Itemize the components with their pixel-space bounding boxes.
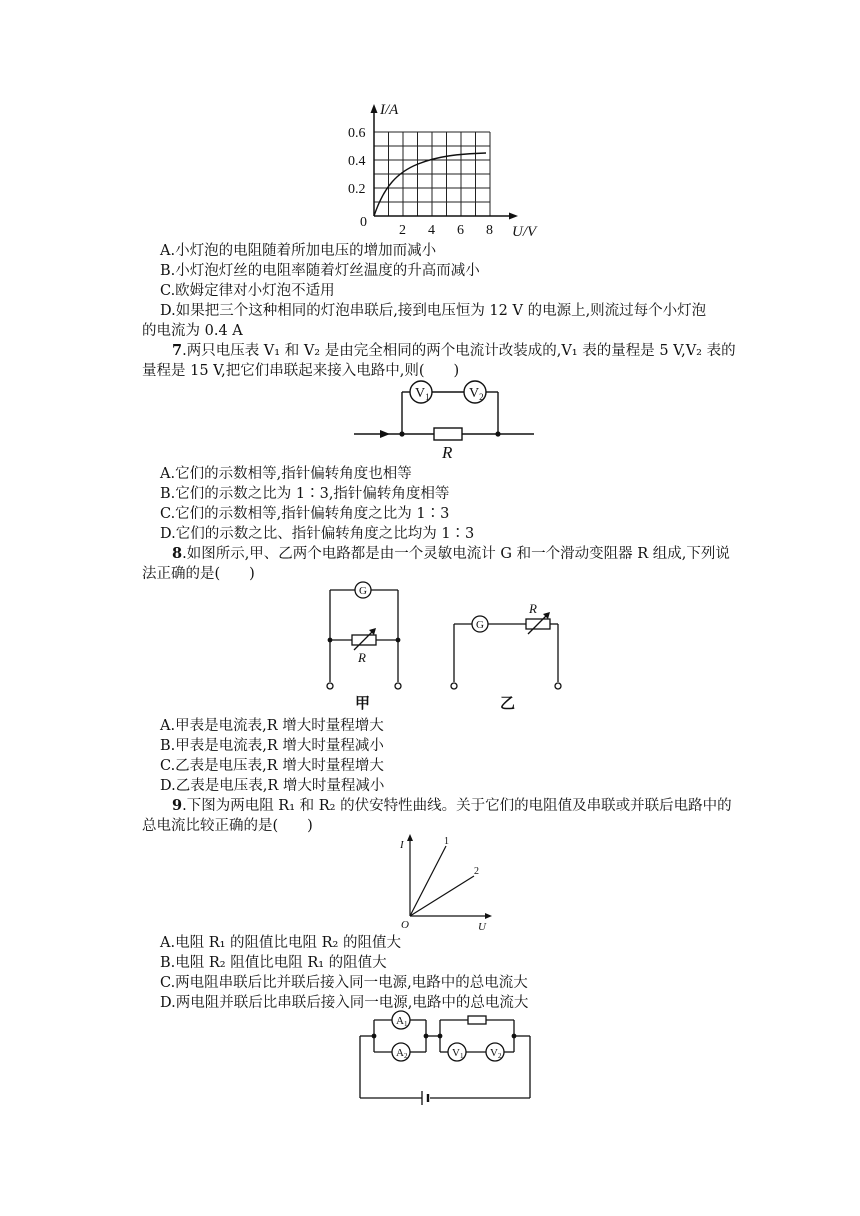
q9-y-label: I [400,839,404,851]
q10-resistor-icon [468,1016,486,1024]
question-number: 7 [172,342,183,359]
q6-x-tick: 6 [457,223,464,238]
q7-option-c: C.它们的示数相等,指针偏转角度之比为 1∶3 [160,506,450,522]
q6-x-axis-arrow-icon [509,213,518,220]
q7-junction-dot [399,431,404,436]
q9-option-a: A.电阻 R₁ 的阻值比电阻 R₂ 的阻值大 [160,935,401,951]
q8-option-d: D.乙表是电压表,R 增大时量程减小 [160,778,385,794]
q9-line2-label: 2 [474,866,479,877]
v2-label: V2 [490,1047,502,1060]
q10-circuit-diagram [352,1008,538,1108]
question-number: 8 [172,545,183,562]
q9-line-2 [410,876,474,916]
q7-junction-dot [495,431,500,436]
q6-x-tick: 8 [486,223,493,238]
q6-option-d-line2: 的电流为 0.4 A [142,323,243,339]
q9-option-b: B.电阻 R₂ 阻值比电阻 R₁ 的阻值大 [160,955,387,971]
q9-option-c: C.两电阻串联后比并联后接入同一电源,电路中的总电流大 [160,975,528,991]
q9-line-1 [410,846,446,916]
q7-option-b: B.它们的示数之比为 1∶3,指针偏转角度相等 [160,486,450,502]
q8-option-b: B.甲表是电流表,R 增大时量程减小 [160,738,384,754]
q6-iu-graph [340,98,540,243]
q9-x-axis-arrow-icon [485,913,492,919]
q6-option-a: A.小灯泡的电阻随着所加电压的增加而减小 [160,243,437,259]
q6-graph-grid [374,132,490,216]
q7-stem-line2: 量程是 15 V,把它们串联起来接入电路中,则( ) [142,363,460,379]
q7-stem-text: .两只电压表 V₁ 和 V₂ 是由完全相同的两个电流计改装成的,V₁ 表的量程是 5 V,V₂ 表的 [182,343,736,359]
q7-v2-label: $V_2$ [469,386,484,402]
q6-option-b: B.小灯泡灯丝的电阻率随着灯丝温度的升高而减小 [160,263,480,279]
q7-option-a: A.它们的示数相等,指针偏转角度也相等 [160,466,412,482]
q7-option-d: D.它们的示数之比、指针偏转角度之比均为 1∶3 [160,526,475,542]
q6-option-c: C.欧姆定律对小灯泡不适用 [160,283,335,299]
q6-option-d-line1: D.如果把三个这种相同的灯泡串联后,接到电压恒为 12 V 的电源上,则流过每个小灯泡 [160,303,707,319]
q7-circuit-diagram [350,376,540,462]
q8-option-c: C.乙表是电压表,R 增大时量程增大 [160,758,384,774]
v1-label: V1 [452,1047,464,1060]
q9-y-axis-arrow-icon [407,834,413,841]
q6-y-tick: 0.2 [348,182,366,197]
q8-yi-r-label: R [529,601,537,616]
q6-x-tick: 2 [399,223,406,238]
q6-y-axis-arrow-icon [371,104,378,113]
q6-origin-label: 0 [360,215,367,230]
a1-label: A1 [396,1015,408,1028]
q7-stem-line1 [172,341,736,361]
q8-option-a: A.甲表是电流表,R 增大时量程增大 [160,718,384,734]
q8-stem-line1 [172,544,730,564]
q8-stem-line2: 法正确的是( ) [142,566,255,582]
q6-x-axis-label: U/V [512,224,537,240]
q8-yi-label: 乙 [500,696,516,712]
q8-circuit-yi [448,600,568,710]
q6-x-tick: 4 [428,223,435,238]
q7-resistor-label: R [442,443,453,462]
q7-v1-label: $V_1$ [415,386,430,402]
q9-line1-label: 1 [444,836,449,847]
question-number: 9 [172,797,183,814]
q6-y-axis-label: I/A [380,102,399,118]
q9-stem-text: .下图为两电阻 R₁ 和 R₂ 的伏安特性曲线。关于它们的电阻值及串联或并联后电路中的 [182,798,732,814]
q9-stem-line2: 总电流比较正确的是( ) [142,818,313,834]
q8-jia-r-label: R [358,650,366,665]
q9-option-d: D.两电阻并联后比串联后接入同一电源,电路中的总电流大 [160,995,529,1011]
q9-origin-label: O [401,919,409,931]
q7-current-arrow-icon [380,430,390,438]
q6-y-tick: 0.4 [348,154,366,169]
q8-stem-text: .如图所示,甲、乙两个电路都是由一个灵敏电流计 G 和一个滑动变阻器 R 组成,下列说 [182,546,730,562]
a2-label: A2 [396,1047,408,1060]
q9-iu-graph [396,832,496,932]
q9-x-label: U [478,921,486,933]
q8-circuit-jia [322,578,412,710]
q7-resistor-icon [434,428,462,440]
q6-iu-curve [374,153,486,216]
q8-jia-g-label: G [359,585,367,597]
q6-y-tick: 0.6 [348,126,366,141]
q8-yi-g-label: G [476,619,484,631]
q8-jia-label: 甲 [355,696,371,712]
q9-stem-line1 [172,796,732,816]
